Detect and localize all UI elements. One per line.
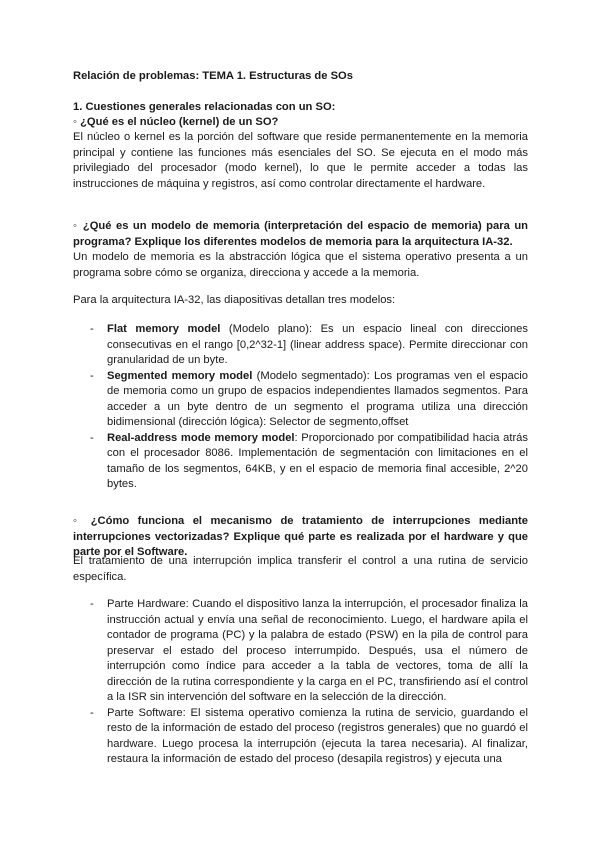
list-item-text: : Proporcionado por compatibilidad hacia atrás con el procesador 8086. Implementación de segmentación con limitaciones en el tamaño de los segmentos, 64KB, y en el espacio de memoria final accesible, 2^20 bytes. (107, 431, 528, 490)
list-item-text: (Modelo segmentado): Los programas ven el espacio de memoria como un grupo de espacios independientes llamados segmentos. Para acceder a un byte dentro de un segmento el programa utiliza una dirección bidimensional (dirección lógica): Selector de segmento,offset (107, 369, 529, 428)
bullet-dash: - (90, 431, 94, 444)
bullet-dash: - (90, 369, 94, 382)
question-memory-model: ◦ ¿Qué es un modelo de memoria (interpretación del espacio de memoria) para un programa? Explique los diferentes modelos de memoria para la arquitectura IA-32. (73, 220, 528, 248)
answer-memory-model: Un modelo de memoria es la abstracción lógica que el sistema operativo presenta a un programa sobre cómo se organiza, direcciona y accede a la memoria. (73, 251, 528, 279)
interrupt-parts-list (90, 597, 528, 768)
question-kernel: ◦ ¿Qué es el núcleo (kernel) de un SO? (73, 116, 279, 128)
answer-interrupts: El tratamiento de una interrupción implica transferir el control a una rutina de servicio específica. (73, 555, 528, 583)
list-item-text: Parte Hardware: Cuando el dispositivo lanza la interrupción, el procesador finaliza la instrucción actual y envía una señal de reconocimiento. Luego, el hardware apila el contador de programa (PC) y la palabra de estado (PSW) en la pila de control para preservar el estado del proceso interrumpido. Después, usa el número de interrupción como índice para acceder a la tabla de vectores, toma de allí la dirección de la rutina correspondiente y la carga en el PC, transfiriendo así el control a la ISR sin intervención del software en la selección de la dirección. (107, 598, 528, 703)
list-item (90, 597, 528, 706)
memory-models-intro: Para la arquitectura IA-32, las diapositivas detallan tres modelos: (73, 294, 396, 306)
list-item (90, 706, 528, 768)
list-item-term: Real-address mode memory model (107, 431, 295, 444)
memory-models-list (90, 322, 528, 493)
list-item-term: Flat memory model (107, 323, 221, 335)
bullet-dash: - (90, 598, 94, 610)
list-item-text: Parte Software: El sistema operativo comienza la rutina de servicio, guardando el resto de la información de estado del proceso (registros generales) que no guardó el hardware. Luego procesa la interrupción (ejecuta la tarea necesaria). Al finalizar, restaura la información de estado del proceso (desapila registros) y ejecuta una (107, 706, 528, 765)
list-item-term: Segmented memory model (107, 369, 253, 382)
answer-kernel: El núcleo o kernel es la porción del software que reside permanentemente en la memoria principal y contiene las funciones más esenciales del SO. Se ejecuta en el modo más privilegiado del procesador (modo kernel), lo que le permite acceder a todas las instrucciones de máquina y registros, así como controlar directamente el hardware. (73, 131, 528, 190)
question-interrupts: ◦ ¿Cómo funciona el mecanismo de tratamiento de interrupciones mediante interrupciones vectorizadas? Explique qué parte es realizada por el hardware y que parte por el Software. (73, 515, 528, 558)
list-item (90, 431, 528, 493)
bullet-dash: - (90, 706, 94, 719)
document-title: Relación de problemas: TEMA 1. Estructuras de SOs (73, 70, 353, 82)
list-item (90, 369, 528, 431)
list-item-text: (Modelo plano): Es un espacio lineal con direcciones consecutivas en el rango [0,2^32-1] (linear address space). Permite direccionar con granularidad de un byte. (107, 323, 528, 366)
list-item (90, 322, 528, 369)
bullet-dash: - (90, 323, 94, 335)
section-heading: 1. Cuestiones generales relacionadas con un SO: (73, 101, 336, 113)
